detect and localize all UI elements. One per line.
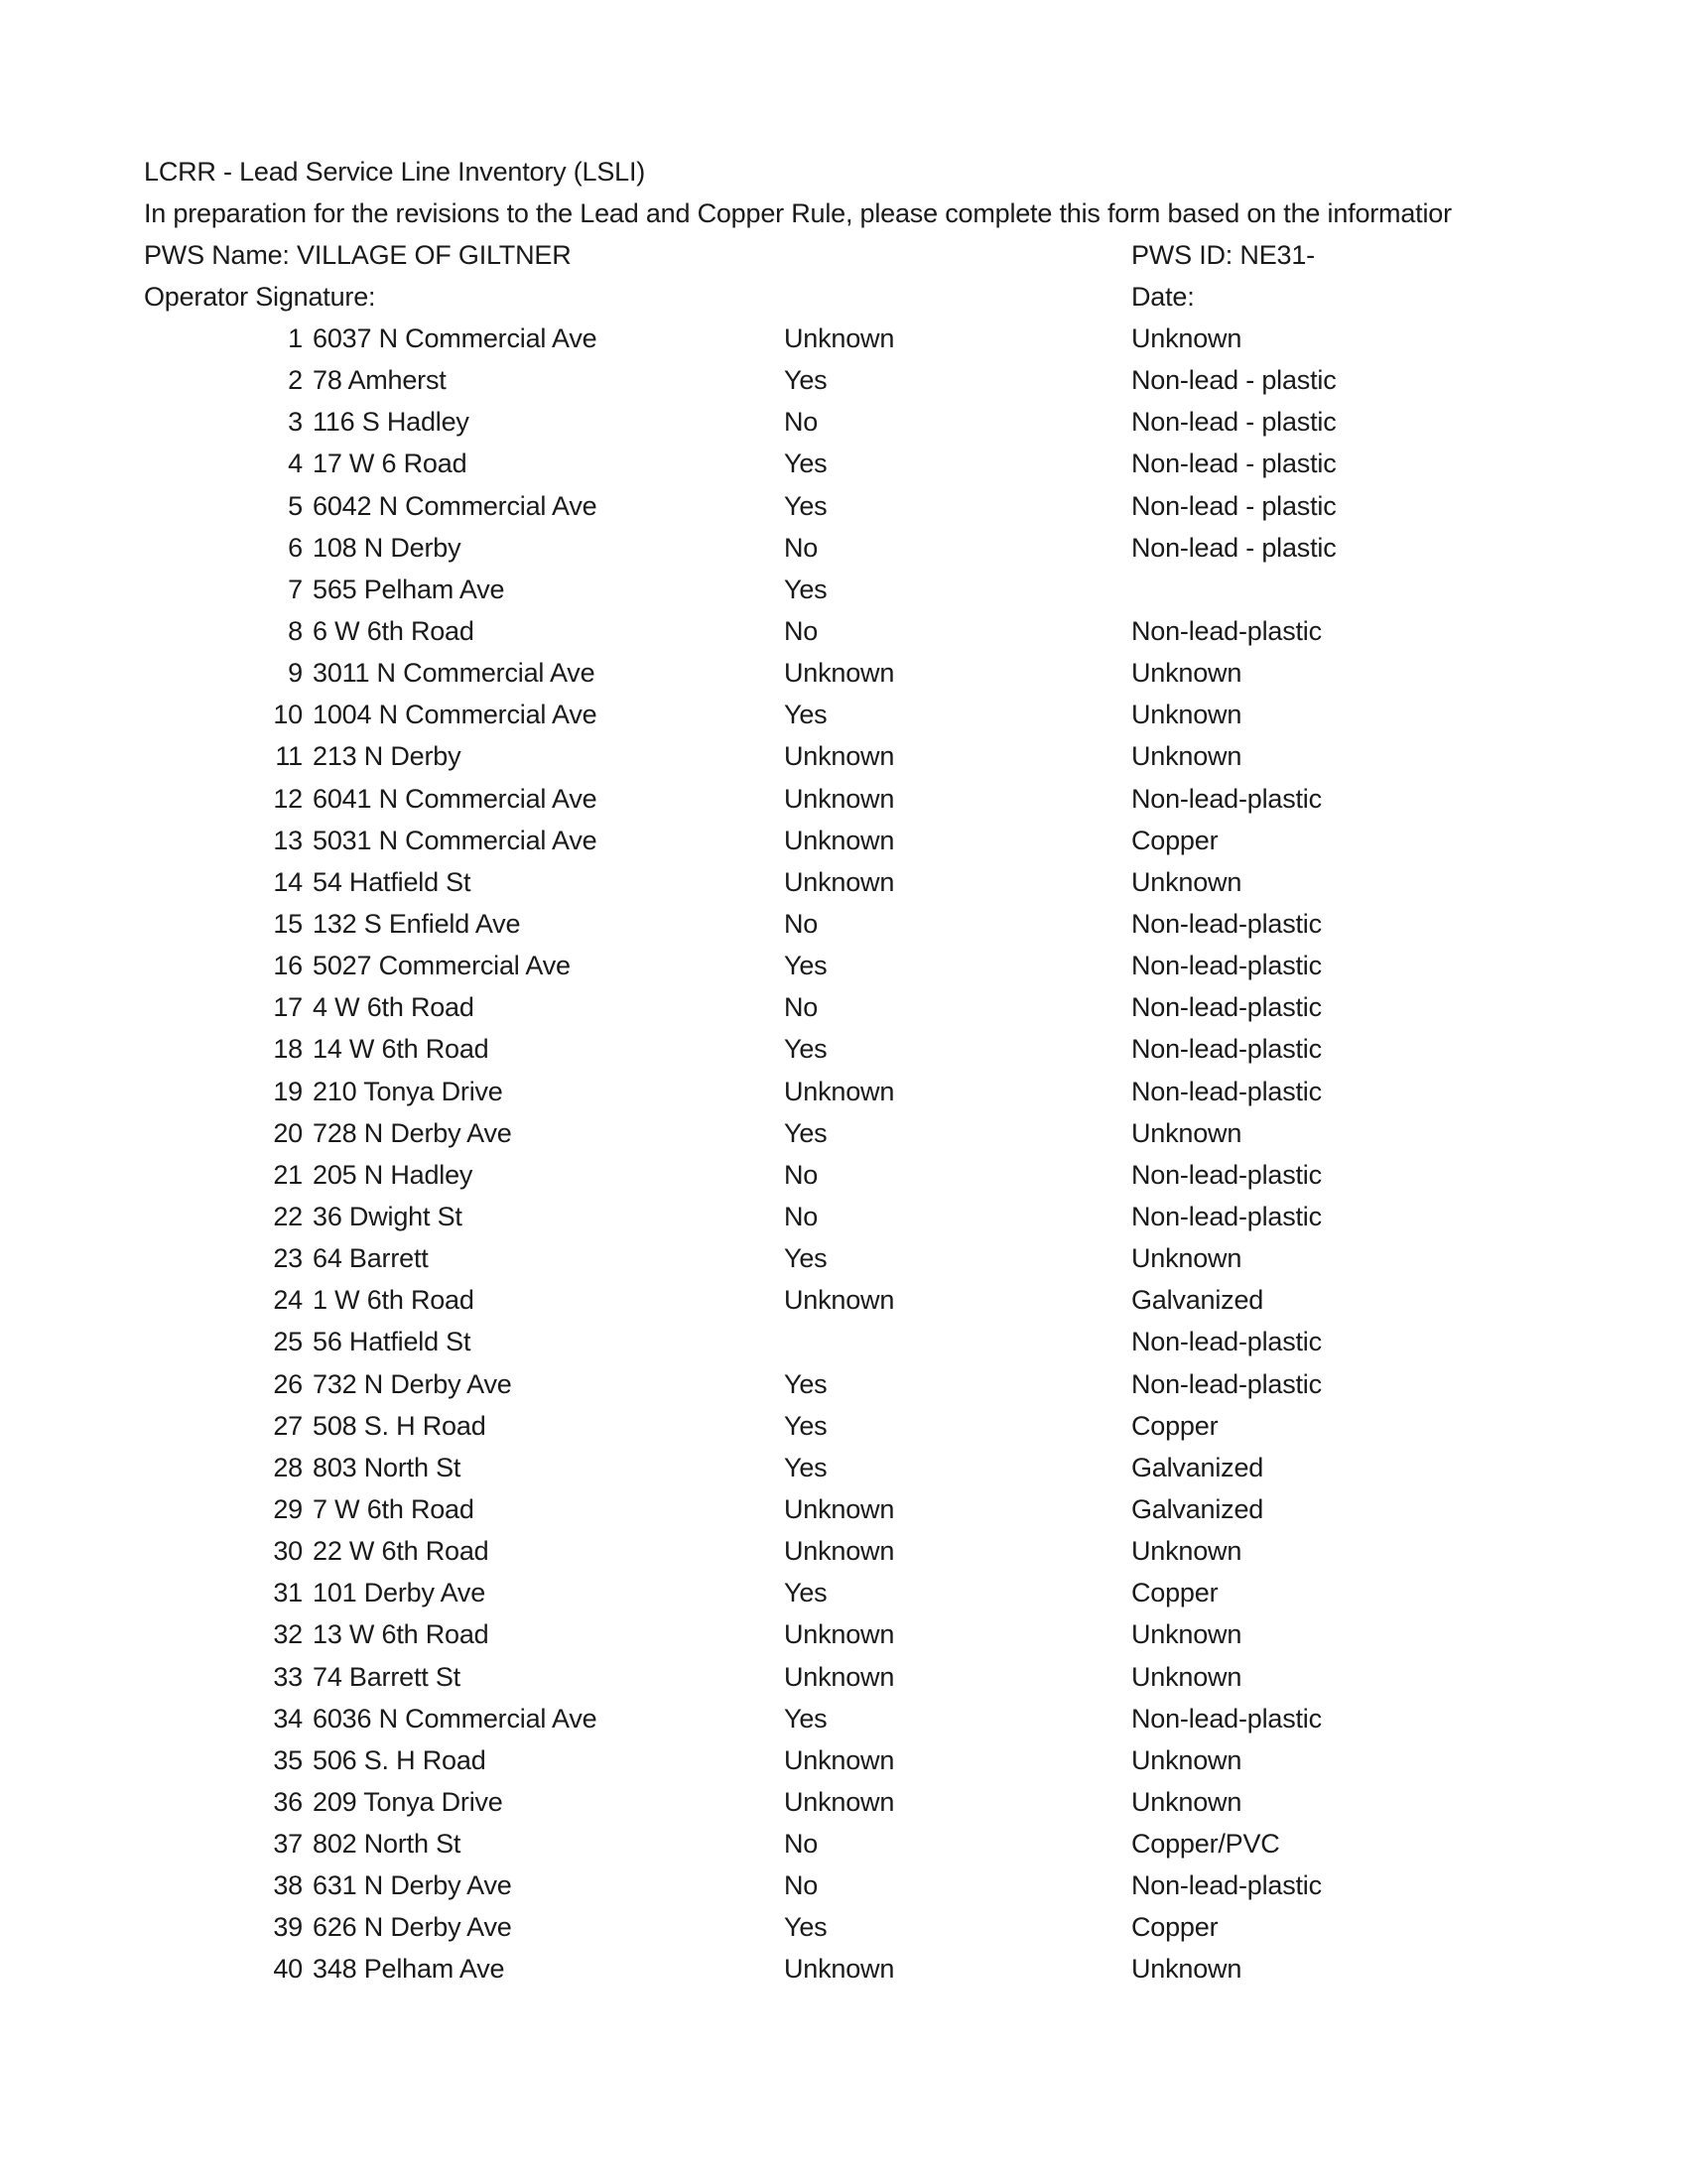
table-row <box>0 1321 1688 1362</box>
row-lead-status: Unknown <box>784 323 895 353</box>
row-lead-status: Unknown <box>784 825 895 855</box>
row-material: Galvanized <box>1131 1493 1264 1524</box>
table-row <box>0 527 1688 569</box>
row-number: 19 <box>273 1076 303 1106</box>
row-address: 5031 N Commercial Ave <box>313 825 597 855</box>
row-number: 29 <box>273 1493 303 1524</box>
row-address: 14 W 6th Road <box>313 1034 489 1065</box>
row-address: 22 W 6th Road <box>313 1536 489 1567</box>
row-lead-status: Yes <box>784 365 828 396</box>
row-number: 8 <box>288 615 303 646</box>
row-material: Unknown <box>1131 1619 1242 1650</box>
row-lead-status: Unknown <box>784 1661 895 1692</box>
row-address: 17 W 6 Road <box>313 449 467 479</box>
row-address: 6041 N Commercial Ave <box>313 783 597 814</box>
row-address: 6042 N Commercial Ave <box>313 490 597 521</box>
row-lead-status: Yes <box>784 1578 828 1608</box>
row-number: 33 <box>273 1661 303 1692</box>
row-number: 27 <box>273 1410 303 1441</box>
row-material: Non-lead-plastic <box>1131 908 1322 939</box>
row-number: 24 <box>273 1285 303 1316</box>
row-number: 35 <box>273 1744 303 1775</box>
row-address: 64 Barrett <box>313 1243 429 1274</box>
table-row <box>0 903 1688 945</box>
table-row <box>0 1112 1688 1154</box>
table-row <box>0 1698 1688 1739</box>
row-number: 9 <box>288 658 303 689</box>
row-lead-status: Yes <box>784 1703 828 1734</box>
row-address: 108 N Derby <box>313 532 461 563</box>
table-row <box>0 735 1688 777</box>
row-address: 626 N Derby Ave <box>313 1912 512 1943</box>
row-material: Non-lead-plastic <box>1131 1368 1322 1399</box>
row-address: 1004 N Commercial Ave <box>313 700 597 730</box>
row-material: Non-lead - plastic <box>1131 365 1337 396</box>
table-row <box>0 1656 1688 1698</box>
table-row <box>0 1154 1688 1196</box>
row-address: 732 N Derby Ave <box>313 1368 512 1399</box>
table-row <box>0 820 1688 861</box>
row-material: Copper <box>1131 1912 1219 1943</box>
operator-signature-label: Operator Signature: <box>144 282 376 312</box>
row-lead-status: Unknown <box>784 866 895 897</box>
row-material: Unknown <box>1131 658 1242 689</box>
row-lead-status: Yes <box>784 1034 828 1065</box>
row-lead-status: Unknown <box>784 741 895 772</box>
row-address: 6 W 6th Road <box>313 615 474 646</box>
row-number: 37 <box>273 1829 303 1860</box>
table-row <box>0 986 1688 1028</box>
row-number: 4 <box>288 449 303 479</box>
row-material: Copper <box>1131 1578 1219 1608</box>
table-row <box>0 443 1688 484</box>
row-address: 506 S. H Road <box>313 1744 486 1775</box>
row-address: 3011 N Commercial Ave <box>313 658 595 689</box>
row-lead-status: No <box>784 992 819 1023</box>
table-row <box>0 485 1688 527</box>
row-number: 1 <box>288 323 303 353</box>
row-material: Unknown <box>1131 1954 1242 1985</box>
row-material: Non-lead - plastic <box>1131 449 1337 479</box>
row-lead-status: Unknown <box>784 1619 895 1650</box>
row-number: 34 <box>273 1703 303 1734</box>
table-row <box>0 1237 1688 1279</box>
row-number: 25 <box>273 1327 303 1357</box>
row-address: 78 Amherst <box>313 365 447 396</box>
row-lead-status: No <box>784 908 819 939</box>
row-number: 2 <box>288 365 303 396</box>
table-row <box>0 610 1688 652</box>
row-material: Non-lead-plastic <box>1131 1703 1322 1734</box>
document-title: LCRR - Lead Service Line Inventory (LSLI) <box>144 157 646 187</box>
row-number: 15 <box>273 908 303 939</box>
row-material: Non-lead-plastic <box>1131 783 1322 814</box>
row-number: 11 <box>275 741 303 772</box>
row-number: 38 <box>273 1870 303 1901</box>
row-lead-status: Unknown <box>784 1744 895 1775</box>
row-material: Non-lead-plastic <box>1131 1034 1322 1065</box>
row-number: 28 <box>273 1452 303 1482</box>
table-row <box>0 1028 1688 1070</box>
row-lead-status: Yes <box>784 1410 828 1441</box>
row-material: Unknown <box>1131 741 1242 772</box>
row-material: Galvanized <box>1131 1285 1264 1316</box>
row-address: 1 W 6th Road <box>313 1285 474 1316</box>
table-row <box>0 401 1688 443</box>
row-number: 13 <box>273 825 303 855</box>
table-row <box>0 652 1688 694</box>
row-address: 116 S Hadley <box>313 407 469 438</box>
row-address: 348 Pelham Ave <box>313 1954 505 1985</box>
row-number: 36 <box>273 1786 303 1817</box>
row-number: 17 <box>273 992 303 1023</box>
table-row <box>0 861 1688 903</box>
row-lead-status: Yes <box>784 951 828 981</box>
row-material: Copper <box>1131 1410 1219 1441</box>
row-lead-status: Unknown <box>784 1536 895 1567</box>
row-material: Copper/PVC <box>1131 1829 1280 1860</box>
row-number: 5 <box>288 490 303 521</box>
row-number: 7 <box>288 574 303 604</box>
row-number: 14 <box>273 866 303 897</box>
row-material: Unknown <box>1131 1536 1242 1567</box>
table-row <box>0 359 1688 401</box>
row-number: 40 <box>273 1954 303 1985</box>
row-address: 802 North St <box>313 1829 461 1860</box>
row-number: 31 <box>273 1578 303 1608</box>
table-row <box>0 1071 1688 1112</box>
row-number: 6 <box>288 532 303 563</box>
row-address: 132 S Enfield Ave <box>313 908 521 939</box>
table-row <box>0 1906 1688 1948</box>
row-material: Copper <box>1131 825 1219 855</box>
table-row <box>0 1488 1688 1530</box>
table-row <box>0 1279 1688 1321</box>
row-number: 21 <box>273 1159 303 1190</box>
row-lead-status: Yes <box>784 574 828 604</box>
row-lead-status: Yes <box>784 700 828 730</box>
row-lead-status: Yes <box>784 449 828 479</box>
row-number: 20 <box>273 1117 303 1148</box>
table-row <box>0 1405 1688 1447</box>
table-row <box>0 318 1688 359</box>
row-address: 803 North St <box>313 1452 461 1482</box>
row-lead-status: Unknown <box>784 1954 895 1985</box>
row-address: 6036 N Commercial Ave <box>313 1703 597 1734</box>
row-lead-status: Yes <box>784 1452 828 1482</box>
row-lead-status: Unknown <box>784 658 895 689</box>
row-number: 16 <box>273 951 303 981</box>
row-address: 728 N Derby Ave <box>313 1117 512 1148</box>
row-address: 508 S. H Road <box>313 1410 486 1441</box>
row-material: Unknown <box>1131 1117 1242 1148</box>
row-material: Unknown <box>1131 1786 1242 1817</box>
table-row <box>0 1363 1688 1405</box>
row-address: 4 W 6th Road <box>313 992 474 1023</box>
intro-text: In preparation for the revisions to the Lead and Copper Rule, please complete this form based on the informatior <box>144 198 1452 228</box>
row-material: Unknown <box>1131 700 1242 730</box>
row-material: Galvanized <box>1131 1452 1264 1482</box>
row-material: Non-lead-plastic <box>1131 1201 1322 1231</box>
row-number: 26 <box>273 1368 303 1399</box>
row-material: Non-lead - plastic <box>1131 490 1337 521</box>
row-lead-status: No <box>784 532 819 563</box>
row-material: Non-lead-plastic <box>1131 951 1322 981</box>
row-lead-status: Unknown <box>784 1786 895 1817</box>
table-row <box>0 1572 1688 1613</box>
row-lead-status: Yes <box>784 1117 828 1148</box>
row-lead-status: No <box>784 1829 819 1860</box>
row-material: Unknown <box>1131 866 1242 897</box>
row-address: 5027 Commercial Ave <box>313 951 571 981</box>
row-address: 210 Tonya Drive <box>313 1076 503 1106</box>
row-number: 30 <box>273 1536 303 1567</box>
row-lead-status: Unknown <box>784 783 895 814</box>
table-row <box>0 694 1688 735</box>
row-lead-status: No <box>784 1159 819 1190</box>
row-address: 631 N Derby Ave <box>313 1870 512 1901</box>
row-address: 56 Hatfield St <box>313 1327 471 1357</box>
table-row <box>0 1530 1688 1572</box>
row-address: 213 N Derby <box>313 741 461 772</box>
row-material: Unknown <box>1131 1661 1242 1692</box>
row-number: 10 <box>273 700 303 730</box>
table-row <box>0 778 1688 820</box>
row-material: Non-lead-plastic <box>1131 1870 1322 1901</box>
row-lead-status: No <box>784 615 819 646</box>
row-number: 22 <box>273 1201 303 1231</box>
row-lead-status: Unknown <box>784 1285 895 1316</box>
row-number: 18 <box>273 1034 303 1065</box>
table-row <box>0 1948 1688 1990</box>
row-lead-status: Yes <box>784 1912 828 1943</box>
table-row <box>0 1864 1688 1906</box>
row-material: Unknown <box>1131 1243 1242 1274</box>
table-row <box>0 569 1688 610</box>
row-material: Non-lead - plastic <box>1131 532 1337 563</box>
row-material: Non-lead-plastic <box>1131 1327 1322 1357</box>
row-address: 205 N Hadley <box>313 1159 473 1190</box>
row-lead-status: Unknown <box>784 1493 895 1524</box>
row-number: 3 <box>288 407 303 438</box>
row-address: 54 Hatfield St <box>313 866 471 897</box>
row-lead-status: Yes <box>784 1368 828 1399</box>
row-address: 209 Tonya Drive <box>313 1786 503 1817</box>
row-address: 565 Pelham Ave <box>313 574 505 604</box>
row-material: Non-lead - plastic <box>1131 407 1337 438</box>
row-number: 12 <box>273 783 303 814</box>
row-material: Non-lead-plastic <box>1131 1076 1322 1106</box>
row-material: Non-lead-plastic <box>1131 615 1322 646</box>
row-lead-status: No <box>784 1201 819 1231</box>
row-lead-status: No <box>784 407 819 438</box>
inventory-table <box>0 318 1688 1991</box>
table-row <box>0 1823 1688 1864</box>
row-lead-status: Yes <box>784 1243 828 1274</box>
row-address: 13 W 6th Road <box>313 1619 489 1650</box>
row-material: Unknown <box>1131 1744 1242 1775</box>
table-row <box>0 1196 1688 1237</box>
row-material: Non-lead-plastic <box>1131 992 1322 1023</box>
row-material: Non-lead-plastic <box>1131 1159 1322 1190</box>
row-address: 36 Dwight St <box>313 1201 462 1231</box>
row-material: Unknown <box>1131 323 1242 353</box>
table-row <box>0 1739 1688 1781</box>
table-row <box>0 1613 1688 1655</box>
pws-name: PWS Name: VILLAGE OF GILTNER <box>144 240 572 270</box>
table-row <box>0 945 1688 986</box>
row-address: 74 Barrett St <box>313 1661 460 1692</box>
row-address: 6037 N Commercial Ave <box>313 323 597 353</box>
row-number: 23 <box>273 1243 303 1274</box>
row-number: 39 <box>273 1912 303 1943</box>
table-row <box>0 1781 1688 1823</box>
date-label: Date: <box>1131 282 1195 312</box>
row-lead-status: No <box>784 1870 819 1901</box>
row-lead-status: Unknown <box>784 1076 895 1106</box>
row-number: 32 <box>273 1619 303 1650</box>
row-lead-status: Yes <box>784 490 828 521</box>
table-row <box>0 1447 1688 1488</box>
row-address: 7 W 6th Road <box>313 1493 474 1524</box>
pws-id: PWS ID: NE31- <box>1131 240 1315 270</box>
row-address: 101 Derby Ave <box>313 1578 486 1608</box>
